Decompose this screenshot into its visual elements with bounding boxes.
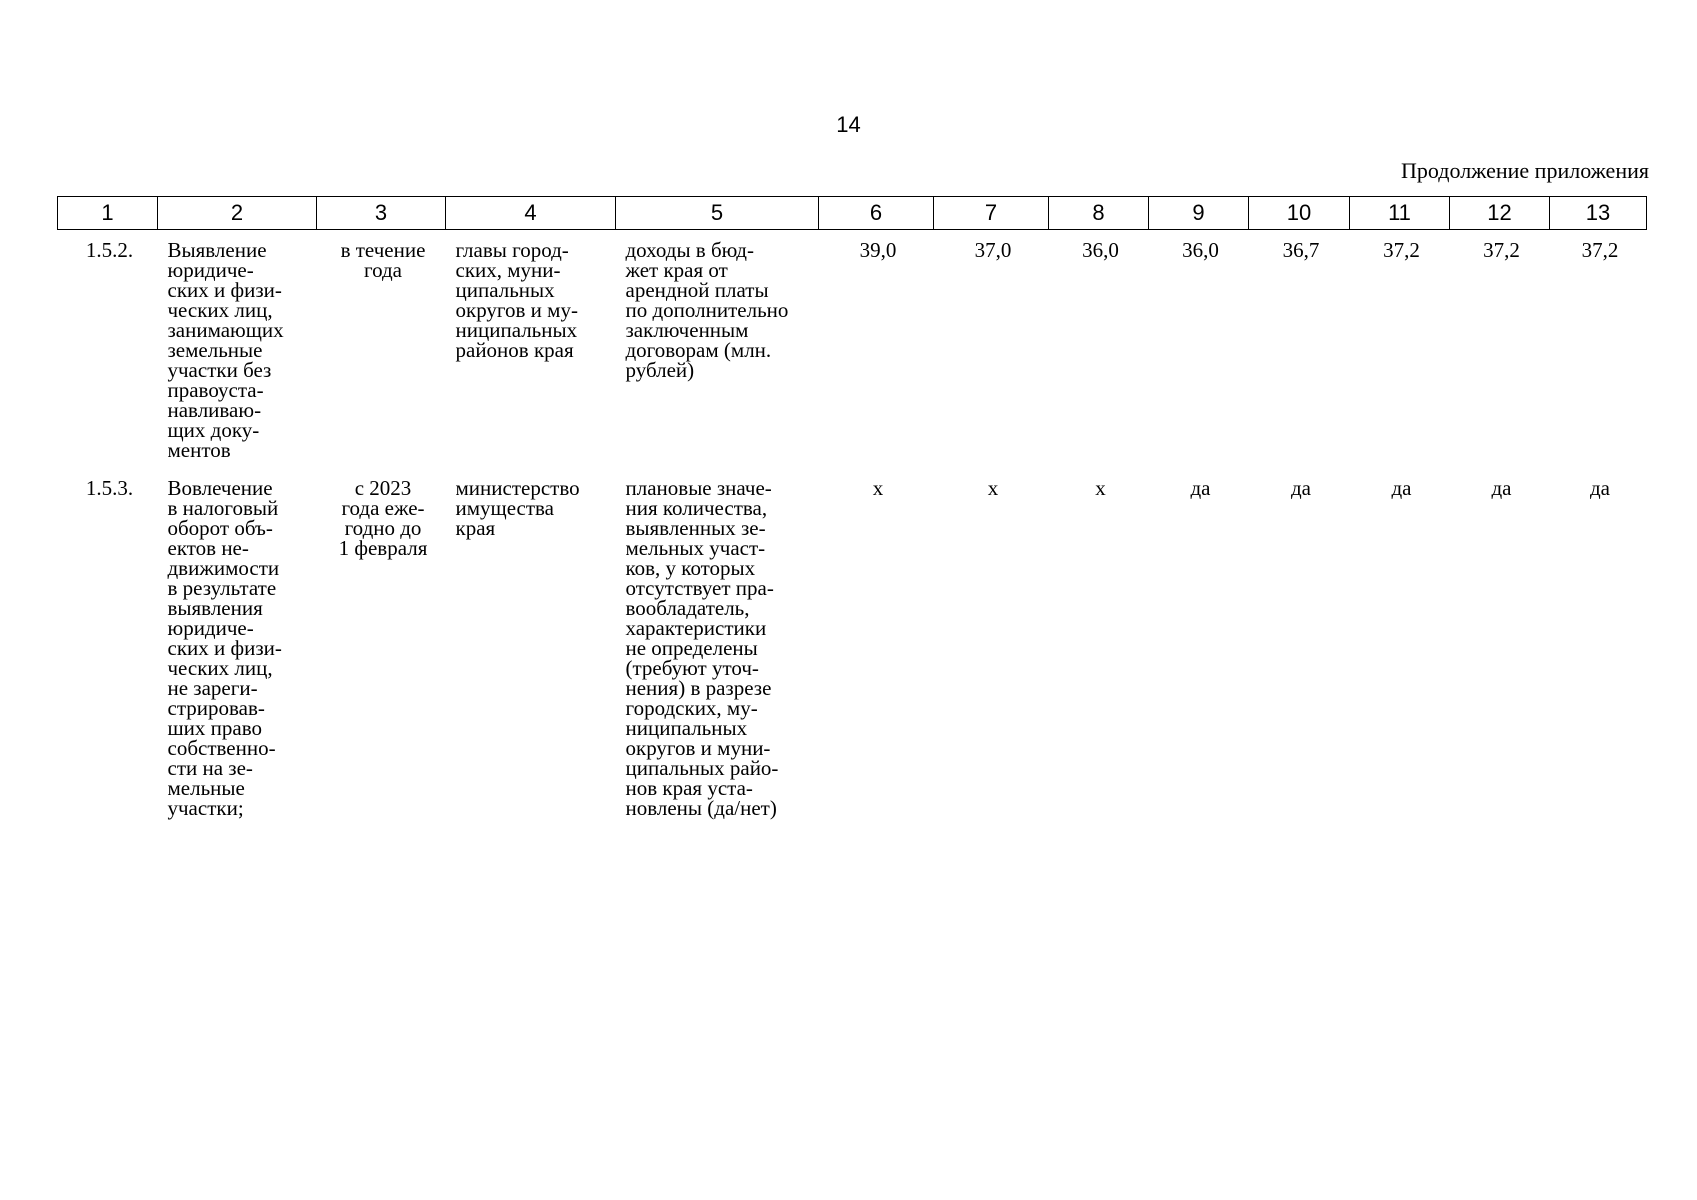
- text-line: (требуют уточ-: [625, 656, 759, 680]
- column-number-header-row: [58, 197, 1647, 230]
- page-number: 14: [836, 112, 861, 137]
- text-line: собственно-: [167, 736, 276, 760]
- table-row: [58, 230, 1647, 469]
- value-cell: да: [1290, 476, 1311, 500]
- text-line: заключенным: [625, 318, 749, 342]
- text-line: городских, му-: [625, 696, 758, 720]
- column-number: 9: [1149, 197, 1249, 230]
- text-line: не определены: [625, 636, 758, 660]
- text-line: ниципальных: [455, 318, 578, 342]
- text-line: министерство: [455, 476, 580, 500]
- text-line: юридиче-: [167, 258, 254, 282]
- text-line: навливаю-: [167, 398, 262, 422]
- column-number: 12: [1450, 197, 1550, 230]
- text-line: нения) в разрезе: [625, 676, 772, 700]
- column-number: 10: [1249, 197, 1350, 230]
- column-number: 5: [616, 197, 819, 230]
- text-line: ских, муни-: [455, 258, 561, 282]
- text-line: плановые значе-: [625, 476, 772, 500]
- value-cell: 36,7: [1282, 238, 1320, 262]
- text-line: щих доку-: [167, 418, 260, 442]
- text-line: выявленных зе-: [625, 516, 766, 540]
- text-line: ния количества,: [625, 496, 768, 520]
- appendix-table: [57, 196, 1647, 826]
- measure-text: [158, 230, 317, 469]
- value-cell: х: [987, 476, 999, 500]
- text-line: Вовлечение: [167, 476, 273, 500]
- indicator-text: [616, 468, 819, 826]
- value-cell: х: [1095, 476, 1106, 500]
- text-line: ментов: [167, 438, 231, 462]
- text-line: арендной платы: [625, 278, 769, 302]
- text-line: в результате: [167, 576, 277, 600]
- text-line: занимающих: [167, 318, 284, 342]
- term-text: [317, 230, 446, 469]
- text-line: мельные: [167, 776, 245, 800]
- text-line: мельных участ-: [625, 536, 766, 560]
- value-cell: 39,0: [859, 238, 897, 262]
- text-line: края: [455, 516, 496, 540]
- value-cell: 37,0: [974, 238, 1012, 262]
- value-cell: 37,2: [1581, 238, 1619, 262]
- text-line: ков, у которых: [625, 556, 756, 580]
- text-line: округов и муни-: [625, 736, 771, 760]
- value-cell: 36,0: [1082, 238, 1119, 262]
- term-text: [317, 468, 446, 826]
- responsible-text: [446, 230, 616, 469]
- text-line: по дополнительно: [625, 298, 789, 322]
- column-number: 6: [819, 197, 934, 230]
- value-cell: х: [872, 476, 884, 500]
- text-line: договорам (млн.: [625, 338, 772, 362]
- text-line: отсутствует пра-: [625, 576, 774, 600]
- table-row: [58, 468, 1647, 826]
- column-number: 4: [446, 197, 616, 230]
- column-number: 7: [934, 197, 1049, 230]
- column-number: 8: [1049, 197, 1149, 230]
- text-line: жет края от: [625, 258, 728, 282]
- indicator-text: [616, 230, 819, 469]
- value-cell: да: [1391, 476, 1412, 500]
- continuation-label: Продолжение приложения: [1401, 158, 1649, 183]
- text-line: движимости: [167, 556, 280, 580]
- text-line: в налоговый: [167, 496, 279, 520]
- text-line: ниципальных: [625, 716, 748, 740]
- value-cell: 37,2: [1483, 238, 1520, 262]
- text-line: Выявление: [167, 238, 267, 262]
- text-line: ципальных райо-: [625, 756, 779, 780]
- measure-text: [158, 468, 317, 826]
- column-number: 11: [1350, 197, 1450, 230]
- text-line: рублей): [625, 358, 695, 382]
- text-line: доходы в бюд-: [625, 238, 754, 262]
- text-line: оборот объ-: [167, 516, 273, 540]
- text-line: ектов не-: [167, 536, 249, 560]
- text-line: имущества: [455, 496, 554, 520]
- column-number: 13: [1550, 197, 1647, 230]
- text-line: участки без: [167, 358, 272, 382]
- text-line: новлены (да/нет): [625, 796, 777, 820]
- text-line: ских и физи-: [167, 278, 282, 302]
- text-line: ческих лиц,: [167, 298, 273, 322]
- text-line: ципальных: [455, 278, 555, 302]
- row-code: 1.5.3.: [85, 476, 134, 500]
- text-line: округов и му-: [455, 298, 578, 322]
- text-line: годно до: [344, 516, 422, 540]
- text-line: стрировав-: [167, 696, 265, 720]
- value-cell: 37,2: [1383, 238, 1420, 262]
- text-line: главы город-: [455, 238, 569, 262]
- text-line: районов края: [455, 338, 574, 362]
- text-line: выявления: [167, 596, 263, 620]
- column-number: 3: [317, 197, 446, 230]
- value-cell: да: [1589, 476, 1610, 500]
- text-line: ших право: [167, 716, 262, 740]
- text-line: нов края уста-: [625, 776, 753, 800]
- value-cell: да: [1491, 476, 1512, 500]
- text-line: земельные: [167, 338, 263, 362]
- value-cell: да: [1190, 476, 1211, 500]
- text-line: юридиче-: [167, 616, 254, 640]
- column-number: 2: [158, 197, 317, 230]
- text-line: года еже-: [341, 496, 425, 520]
- text-line: вообладатель,: [625, 596, 750, 620]
- text-line: с 2023: [354, 476, 412, 500]
- value-cell: 36,0: [1182, 238, 1219, 262]
- text-line: ческих лиц,: [167, 656, 273, 680]
- text-line: в течение: [340, 238, 426, 262]
- row-code: 1.5.2.: [85, 238, 134, 262]
- column-number: 1: [58, 197, 158, 230]
- text-line: правоуста-: [167, 378, 264, 402]
- text-line: года: [364, 258, 402, 282]
- text-line: ских и физи-: [167, 636, 282, 660]
- text-line: участки;: [167, 796, 244, 820]
- text-line: 1 февраля: [338, 536, 428, 560]
- text-line: характеристики: [625, 616, 767, 640]
- responsible-text: [446, 468, 616, 826]
- text-line: сти на зе-: [167, 756, 253, 780]
- text-line: не зареги-: [167, 676, 258, 700]
